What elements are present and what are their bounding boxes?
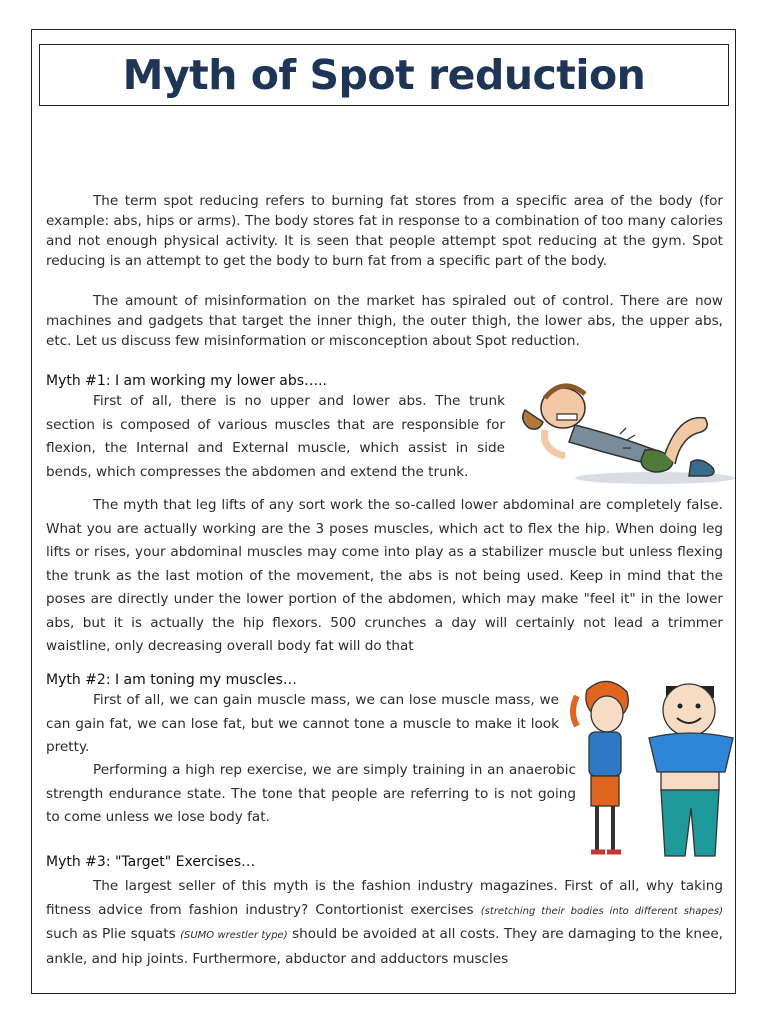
myth3-heading: Myth #3: "Target" Exercises… [46,854,256,870]
crunch-illustration [515,370,735,490]
myth2-paragraph-2: Performing a high rep exercise, we are simply training in an anaerobic strength endurance state. The tone that people are referring to is not going to come unless we lose body fat. [46,762,576,825]
myth2-paragraph-1: First of all, we can gain muscle mass, we can lose muscle mass, we can gain fat, we can lose fat, but we cannot tone a muscle to make it look pretty. [46,692,559,755]
intro-paragraph-1: The term spot reducing refers to burning fat stores from a specific area of the body (for example: abs, hips or arms). The body stores fat in response to a combination of too many calories and not enough physical activity. It is seen that people attempt spot reducing at the gym. Spot reducing is an attempt to get the body to burn fat from a specific part of the body. [46,193,723,269]
myth3-text-a: The largest seller of this myth is the fashion industry magazines. First of all, why taking fitness advice from fashion industry? Contortionist exercises [46,878,723,918]
title-box [39,44,729,106]
page-title: Myth of Spot reduction [122,51,646,99]
myth1-paragraph-2: The myth that leg lifts of any sort work the so-called lower abdominal are completely false. What you are actually working are the 3 poses muscles, which act to flex the hip. When doing leg lifts or rises, your abdominal muscles may come into play as a stabilizer muscle but unless flexing the trunk as the last motion of the movement, the abs is not being used. Keep in mind that the poses are directly under the lower portion of the abdomen, which may make "feel it" in the lower abs, but it is actually the hip flexors. 500 crunches a day will certainly not lead a trimmer waistline, only decreasing overall body fat will do that [46,497,723,654]
myth3-note-2: (SUMO wrestler type) [180,930,288,941]
myth3-text-c: should be avoided at all costs. They are damaging to the knee, ankle, and hip joints. Furthermore, abductor and adductors muscles [46,926,724,967]
couple-illustration [569,676,739,866]
myth2-heading: Myth #2: I am toning my muscles… [46,672,297,688]
myth3-text-b: such as Plie squats [46,926,181,942]
myth1-paragraph-1: First of all, there is no upper and lower abs. The trunk section is composed of various muscles that are responsible for flexion, the Internal and External muscle, which assist in side bends, which compresses the abdomen and extend the trunk. [46,393,505,480]
myth3-paragraph-1 [46,875,723,971]
document-page [31,29,736,994]
myth1-heading: Myth #1: I am working my lower abs….. [46,373,327,389]
myth3-note-1: (stretching their bodies into different shapes) [480,905,724,917]
intro-paragraph-2: The amount of misinformation on the market has spiraled out of control. There are now machines and gadgets that target the inner thigh, the outer thigh, the lower abs, the upper abs, etc. Let us discuss few misinformation or misconception about Spot reduction. [46,293,723,349]
